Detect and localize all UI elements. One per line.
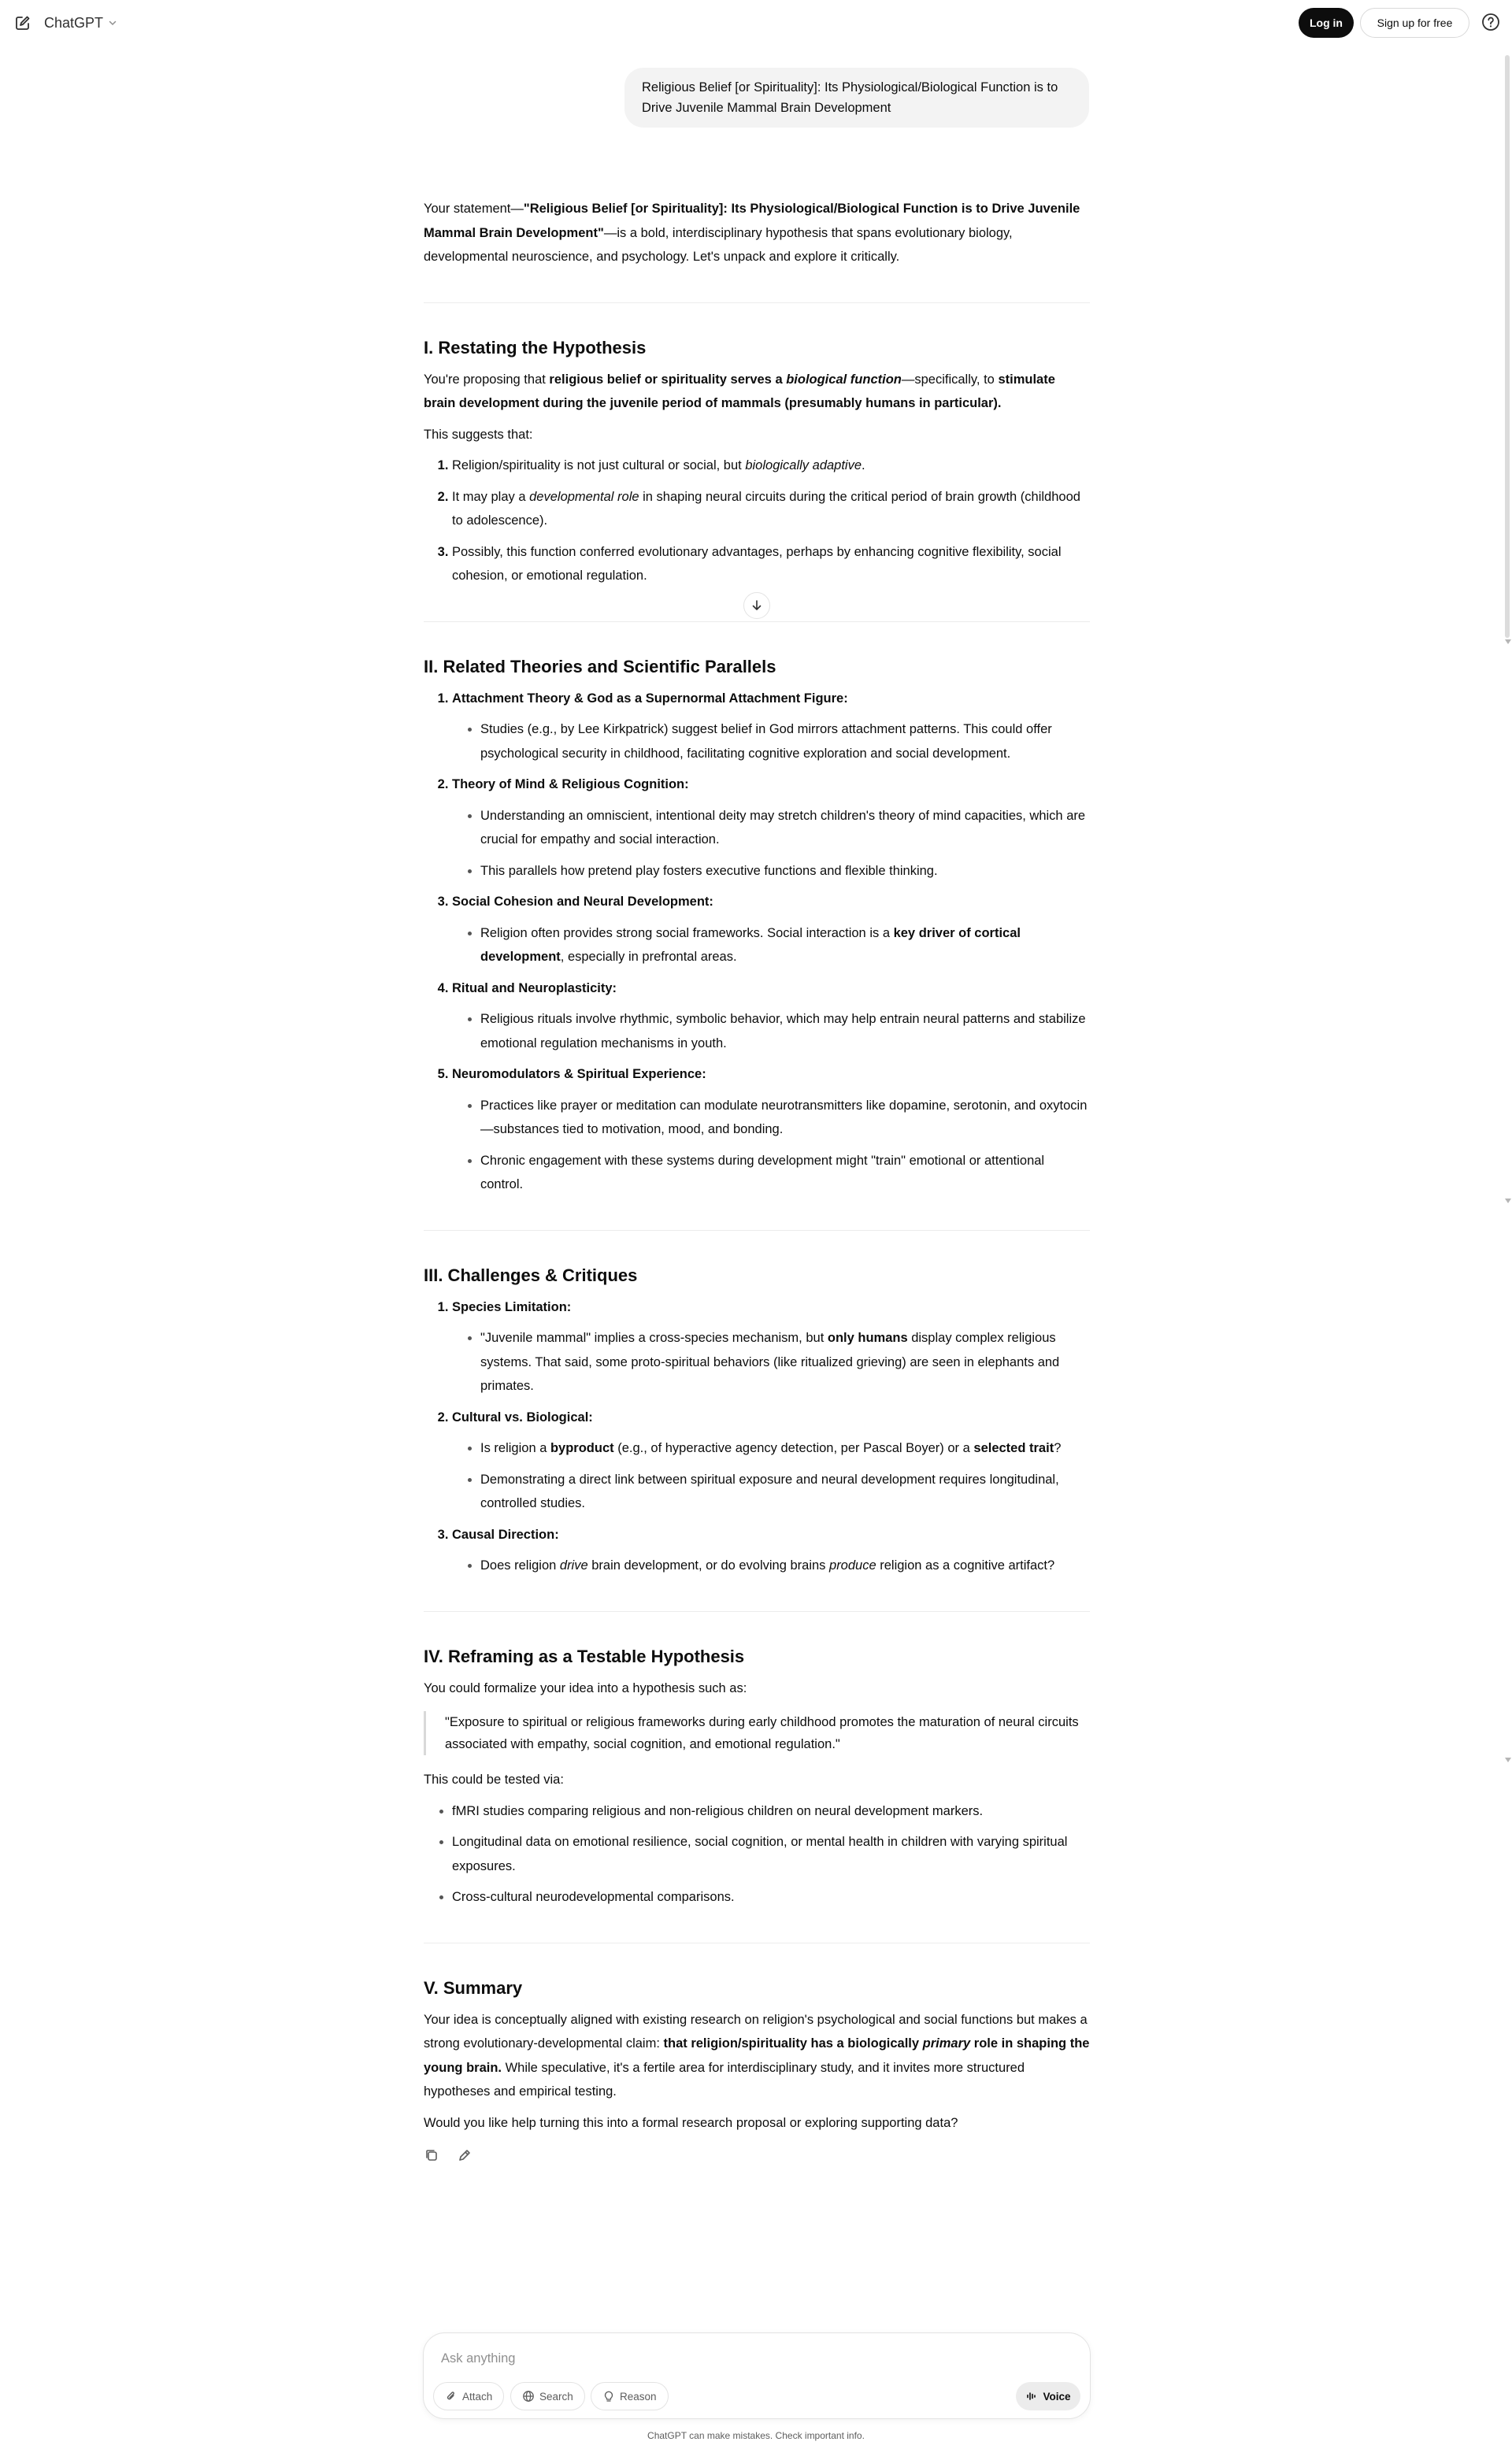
list-item: 1. Religion/spirituality is not just cultural or social, but biologically adaptive. bbox=[452, 454, 1090, 478]
bullet-item: • Chronic engagement with these systems during development might "train" emotional or attentional control. bbox=[480, 1149, 1090, 1197]
model-selector[interactable] bbox=[44, 13, 117, 33]
divider bbox=[424, 1230, 1090, 1231]
user-message-bubble: Religious Belief [or Spirituality]: Its Physiological/Biological Function is to Drive Juvenile Mammal Brain Development bbox=[624, 68, 1089, 128]
assistant-response bbox=[424, 197, 1090, 2165]
bullet-item: • Practices like prayer or meditation can modulate neurotransmitters like dopamine, serotonin, and oxytocin—substances tied to motivation, mood, and bonding. bbox=[480, 1094, 1090, 1142]
bullet-item: • This parallels how pretend play fosters executive functions and flexible thinking. bbox=[480, 859, 1090, 884]
globe-icon bbox=[522, 2390, 535, 2403]
voice-label: Voice bbox=[1043, 2390, 1071, 2403]
scrollbar[interactable] bbox=[1503, 0, 1512, 2449]
paperclip-icon bbox=[445, 2390, 458, 2403]
login-button[interactable]: Log in bbox=[1299, 8, 1354, 38]
model-label: ChatGPT bbox=[44, 14, 104, 31]
message-input[interactable] bbox=[441, 2347, 1055, 2369]
scroll-down-button[interactable] bbox=[743, 592, 770, 619]
divider bbox=[424, 1611, 1090, 1612]
list-item: 3. Causal Direction: • Does religion drive brain development, or do evolving brains produce religion as a cognitive artifact? bbox=[452, 1523, 1090, 1578]
scroll-marker bbox=[1505, 1199, 1511, 1203]
edit-icon[interactable] bbox=[457, 2147, 474, 2165]
copy-icon[interactable] bbox=[424, 2147, 441, 2165]
hypothesis-quote: "Exposure to spiritual or religious frameworks during early childhood promotes the maturation of neural circuits associated with empathy, social cognition, and emotional regulation." bbox=[424, 1711, 1090, 1755]
bullet-item: • Studies (e.g., by Lee Kirkpatrick) suggest belief in God mirrors attachment patterns. This could offer psychological security in childhood, facilitating cognitive exploration and social development. bbox=[480, 717, 1090, 765]
search-button[interactable] bbox=[510, 2382, 585, 2410]
lightbulb-icon bbox=[602, 2390, 615, 2403]
scroll-thumb[interactable] bbox=[1505, 55, 1510, 638]
section-heading: IV. Reframing as a Testable Hypothesis bbox=[424, 1646, 745, 1666]
new-chat-icon[interactable] bbox=[14, 14, 32, 31]
paragraph: Would you like help turning this into a formal research proposal or exploring supporting data? bbox=[424, 2115, 958, 2130]
list-item: 4. Ritual and Neuroplasticity: • Religious rituals involve rhythmic, symbolic behavior, which may help entrain neural patterns and stabilize emotional regulation mechanisms in youth. bbox=[452, 976, 1090, 1056]
paragraph: This could be tested via: bbox=[424, 1773, 564, 1787]
bullet-item: • Does religion drive brain development, or do evolving brains produce religion as a cognitive artifact? bbox=[480, 1554, 1090, 1578]
top-bar bbox=[0, 0, 1512, 46]
attach-button[interactable] bbox=[433, 2382, 504, 2410]
bullet-item: • Demonstrating a direct link between spiritual exposure and neural development requires longitudinal, controlled studies. bbox=[480, 1468, 1090, 1516]
attach-label: Attach bbox=[462, 2390, 493, 2403]
reason-label: Reason bbox=[620, 2390, 657, 2403]
paragraph: Your idea is conceptually aligned with existing research on religion's psychological and social functions but makes a strong evolutionary-developmental claim: that religion/spirituality has a biologically primary role in shaping the young brain. While speculative, it's a fertile area for interdisciplinary study, and it invites more structured hypotheses and empirical testing. bbox=[424, 2012, 1090, 2099]
paragraph: You could formalize your idea into a hypothesis such as: bbox=[424, 1680, 747, 1695]
list-item: 5. Neuromodulators & Spiritual Experience: • Practices like prayer or meditation can modulate neurotransmitters like dopamine, serotonin, and oxytocin—substances tied to motivation, mood, and bonding. • Chronic engagement with these systems during development might "train" emotional or attentional control. bbox=[452, 1062, 1090, 1197]
list-item: 2. Cultural vs. Biological: • Is religion a byproduct (e.g., of hyperactive agency detection, per Pascal Boyer) or a selected trait? • Demonstrating a direct link between spiritual exposure and neural development requires longitudinal, controlled studies. bbox=[452, 1406, 1090, 1516]
section-heading: III. Challenges & Critiques bbox=[424, 1265, 638, 1285]
paragraph: You're proposing that religious belief or spirituality serves a biological function—specifically, to stimulate brain development during the juvenile period of mammals (presumably humans in particular). bbox=[424, 372, 1055, 410]
voice-button[interactable] bbox=[1016, 2382, 1080, 2410]
composer bbox=[423, 2332, 1091, 2419]
chevron-down-icon bbox=[108, 15, 117, 31]
bullet-item: • Religious rituals involve rhythmic, symbolic behavior, which may help entrain neural patterns and stabilize emotional regulation mechanisms in youth. bbox=[480, 1007, 1090, 1055]
voice-wave-icon bbox=[1025, 2390, 1038, 2403]
divider bbox=[424, 621, 1090, 622]
bullet-item: • Is religion a byproduct (e.g., of hyperactive agency detection, per Pascal Boyer) or a selected trait? bbox=[480, 1436, 1090, 1461]
numbered-list bbox=[424, 687, 1090, 1197]
bullet-item: • fMRI studies comparing religious and non-religious children on neural development markers. bbox=[452, 1799, 1090, 1824]
numbered-list bbox=[424, 454, 1090, 588]
list-item: 3. Possibly, this function conferred evolutionary advantages, perhaps by enhancing cognitive flexibility, social cohesion, or emotional regulation. bbox=[452, 540, 1090, 588]
bullet-item: • "Juvenile mammal" implies a cross-species mechanism, but only humans display complex religious systems. That said, some proto-spiritual behaviors (like ritualized grieving) are seen in elephants and primates. bbox=[480, 1326, 1090, 1399]
list-item: 1. Attachment Theory & God as a Supernormal Attachment Figure: • Studies (e.g., by Lee Kirkpatrick) suggest belief in God mirrors attachment patterns. This could offer psychological security in childhood, facilitating cognitive exploration and social development. bbox=[452, 687, 1090, 766]
help-icon[interactable] bbox=[1481, 13, 1500, 31]
arrow-down-icon bbox=[750, 599, 763, 612]
section-heading: II. Related Theories and Scientific Parallels bbox=[424, 656, 776, 676]
list-item: 2. Theory of Mind & Religious Cognition: • Understanding an omniscient, intentional deity may stretch children's theory of mind capacities, which are crucial for empathy and social interaction. • This parallels how pretend play fosters executive functions and flexible thinking. bbox=[452, 772, 1090, 883]
reason-button[interactable] bbox=[591, 2382, 669, 2410]
bullet-item: • Longitudinal data on emotional resilience, social cognition, or mental health in children with varying spiritual exposures. bbox=[452, 1830, 1090, 1878]
scroll-marker bbox=[1505, 639, 1511, 644]
message-actions bbox=[424, 2147, 1090, 2165]
scroll-marker bbox=[1505, 1758, 1511, 1762]
bullet-list bbox=[424, 1799, 1090, 1910]
bullet-item: • Cross-cultural neurodevelopmental comparisons. bbox=[452, 1885, 1090, 1910]
section-heading: I. Restating the Hypothesis bbox=[424, 337, 647, 358]
section-heading: V. Summary bbox=[424, 1977, 523, 1998]
disclaimer: ChatGPT can make mistakes. Check important info. bbox=[647, 2430, 865, 2441]
divider bbox=[424, 302, 1090, 303]
intro-paragraph: Your statement—"Religious Belief [or Spirituality]: Its Physiological/Biological Function is to Drive Juvenile Mammal Brain Development"—is a bold, interdisciplinary hypothesis that spans evolutionary biology, developmental neuroscience, and psychology. Let's unpack and explore it critically. bbox=[424, 202, 1080, 264]
numbered-list bbox=[424, 1295, 1090, 1578]
list-item: 2. It may play a developmental role in shaping neural circuits during the critical period of brain growth (childhood to adolescence). bbox=[452, 485, 1090, 533]
list-item: 1. Species Limitation: • "Juvenile mammal" implies a cross-species mechanism, but only humans display complex religious systems. That said, some proto-spiritual behaviors (like ritualized grieving) are seen in elephants and primates. bbox=[452, 1295, 1090, 1399]
bullet-item: • Religion often provides strong social frameworks. Social interaction is a key driver of cortical development, especially in prefrontal areas. bbox=[480, 921, 1090, 969]
list-item: 3. Social Cohesion and Neural Development: • Religion often provides strong social frameworks. Social interaction is a key driver of cortical development, especially in prefrontal areas. bbox=[452, 890, 1090, 969]
search-label: Search bbox=[539, 2390, 573, 2403]
paragraph: This suggests that: bbox=[424, 427, 533, 442]
bullet-item: • Understanding an omniscient, intentional deity may stretch children's theory of mind capacities, which are crucial for empathy and social interaction. bbox=[480, 804, 1090, 852]
signup-button[interactable]: Sign up for free bbox=[1360, 8, 1469, 38]
